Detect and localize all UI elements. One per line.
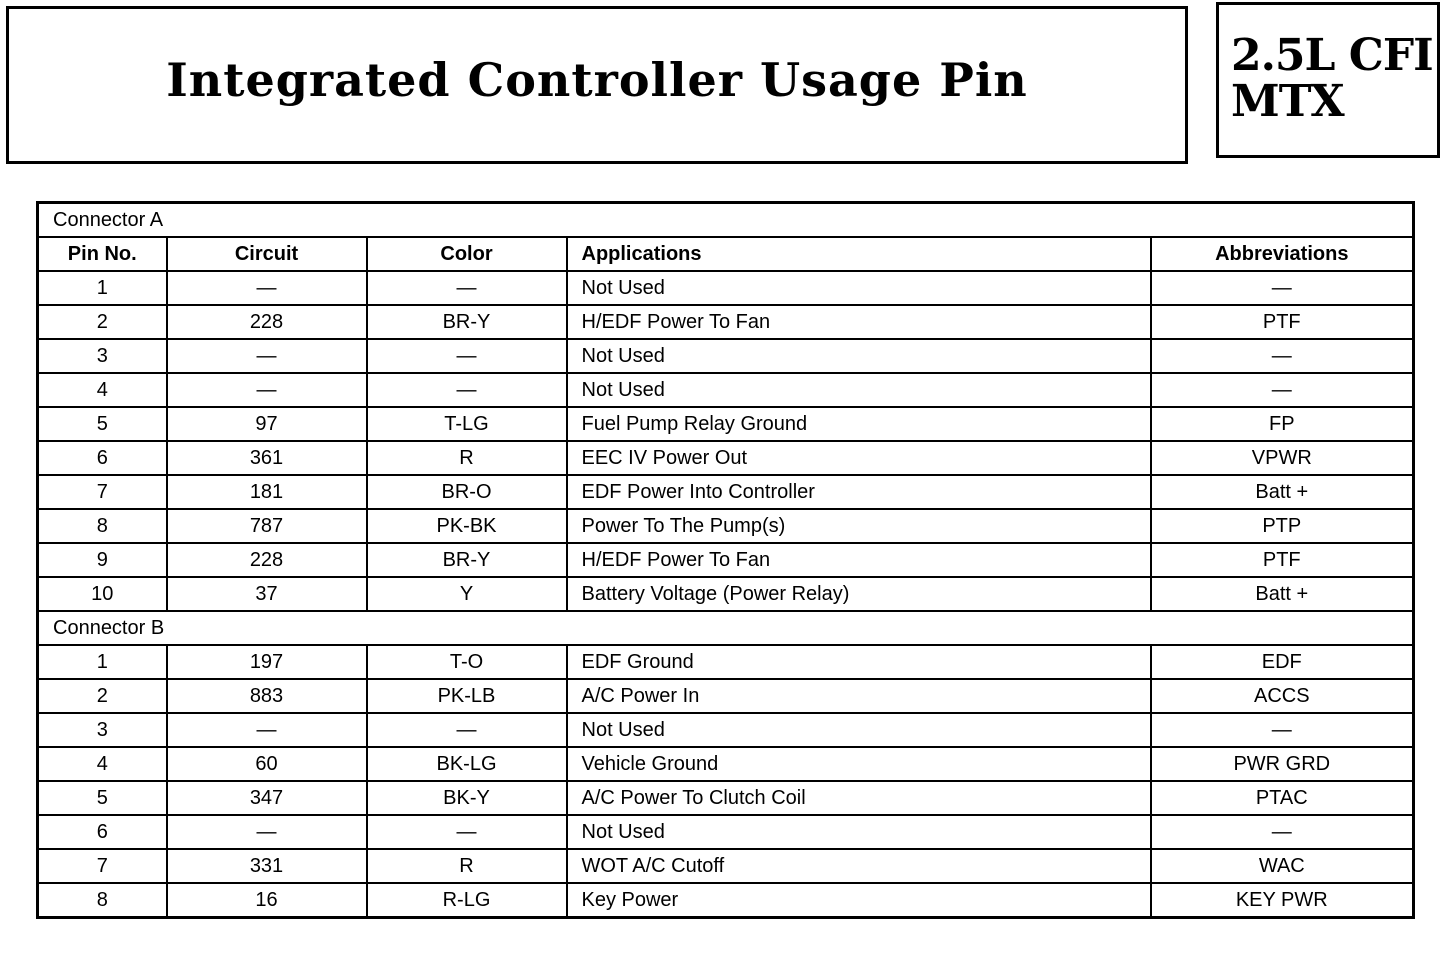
- table-row: [38, 271, 1414, 305]
- pin-cell: 3: [38, 713, 167, 747]
- abbreviation-cell: FP: [1151, 407, 1414, 441]
- circuit-cell: 60: [167, 747, 367, 781]
- table-row: [38, 747, 1414, 781]
- pin-cell: 6: [38, 441, 167, 475]
- pin-cell: 8: [38, 509, 167, 543]
- circuit-cell: 197: [167, 645, 367, 679]
- abbreviation-cell: —: [1151, 815, 1414, 849]
- table-row: [38, 543, 1414, 577]
- pin-cell: 5: [38, 407, 167, 441]
- pin-column-header: Pin No.: [38, 237, 167, 271]
- color-cell: PK-BK: [367, 509, 567, 543]
- abbreviation-cell: PTF: [1151, 543, 1414, 577]
- circuit-cell: —: [167, 339, 367, 373]
- circuit-cell: 228: [167, 305, 367, 339]
- connector-b-label: Connector B: [38, 611, 1414, 645]
- color-cell: Y: [367, 577, 567, 611]
- circuit-cell: 37: [167, 577, 367, 611]
- table-row: [38, 713, 1414, 747]
- application-cell: Fuel Pump Relay Ground: [567, 407, 1151, 441]
- pin-cell: 9: [38, 543, 167, 577]
- application-cell: A/C Power In: [567, 679, 1151, 713]
- pin-cell: 3: [38, 339, 167, 373]
- table-row: [38, 509, 1414, 543]
- table-row: [38, 679, 1414, 713]
- application-cell: Battery Voltage (Power Relay): [567, 577, 1151, 611]
- abbreviation-cell: PTP: [1151, 509, 1414, 543]
- color-cell: BK-LG: [367, 747, 567, 781]
- circuit-cell: 883: [167, 679, 367, 713]
- circuit-cell: 181: [167, 475, 367, 509]
- table-row: [38, 407, 1414, 441]
- table-row: [38, 883, 1414, 918]
- circuit-cell: —: [167, 373, 367, 407]
- connector-b-header: [38, 611, 1414, 645]
- pin-usage-table: [36, 201, 1415, 919]
- pin-cell: 5: [38, 781, 167, 815]
- application-cell: A/C Power To Clutch Coil: [567, 781, 1151, 815]
- abbreviation-cell: WAC: [1151, 849, 1414, 883]
- circuit-cell: 228: [167, 543, 367, 577]
- application-cell: Not Used: [567, 815, 1151, 849]
- application-cell: Not Used: [567, 713, 1151, 747]
- pin-cell: 1: [38, 271, 167, 305]
- circuit-cell: 331: [167, 849, 367, 883]
- circuit-column-header: Circuit: [167, 237, 367, 271]
- color-cell: —: [367, 815, 567, 849]
- color-cell: —: [367, 373, 567, 407]
- page-title: Integrated Controller Usage Pin: [166, 53, 1028, 107]
- abbreviation-cell: PTF: [1151, 305, 1414, 339]
- pin-cell: 2: [38, 679, 167, 713]
- table-row: [38, 339, 1414, 373]
- application-cell: Key Power: [567, 883, 1151, 918]
- column-header-row: [38, 237, 1414, 271]
- application-cell: WOT A/C Cutoff: [567, 849, 1151, 883]
- color-cell: R: [367, 849, 567, 883]
- circuit-cell: 16: [167, 883, 367, 918]
- pin-cell: 7: [38, 475, 167, 509]
- abbreviation-cell: EDF: [1151, 645, 1414, 679]
- pin-cell: 4: [38, 373, 167, 407]
- abbreviation-cell: —: [1151, 373, 1414, 407]
- circuit-cell: —: [167, 713, 367, 747]
- abbreviation-cell: ACCS: [1151, 679, 1414, 713]
- abbreviation-cell: KEY PWR: [1151, 883, 1414, 918]
- pin-cell: 2: [38, 305, 167, 339]
- color-cell: —: [367, 271, 567, 305]
- color-cell: BR-Y: [367, 305, 567, 339]
- application-cell: Vehicle Ground: [567, 747, 1151, 781]
- color-cell: —: [367, 339, 567, 373]
- abbreviation-cell: PTAC: [1151, 781, 1414, 815]
- color-cell: T-O: [367, 645, 567, 679]
- abbreviation-cell: PWR GRD: [1151, 747, 1414, 781]
- table-row: [38, 577, 1414, 611]
- pin-cell: 6: [38, 815, 167, 849]
- color-cell: R-LG: [367, 883, 567, 918]
- color-column-header: Color: [367, 237, 567, 271]
- circuit-cell: 97: [167, 407, 367, 441]
- connector-a-label: Connector A: [38, 203, 1414, 238]
- circuit-cell: 347: [167, 781, 367, 815]
- application-cell: Not Used: [567, 271, 1151, 305]
- table-row: [38, 815, 1414, 849]
- abbreviations-column-header: Abbreviations: [1151, 237, 1414, 271]
- color-cell: T-LG: [367, 407, 567, 441]
- abbreviation-cell: Batt +: [1151, 577, 1414, 611]
- table-row: [38, 645, 1414, 679]
- color-cell: —: [367, 713, 567, 747]
- circuit-cell: —: [167, 815, 367, 849]
- color-cell: PK-LB: [367, 679, 567, 713]
- applications-column-header: Applications: [567, 237, 1151, 271]
- application-cell: H/EDF Power To Fan: [567, 543, 1151, 577]
- color-cell: R: [367, 441, 567, 475]
- table-row: [38, 441, 1414, 475]
- transmission-label: MTX: [1231, 76, 1344, 127]
- pin-cell: 4: [38, 747, 167, 781]
- application-cell: Power To The Pump(s): [567, 509, 1151, 543]
- application-cell: EEC IV Power Out: [567, 441, 1151, 475]
- pin-cell: 10: [38, 577, 167, 611]
- circuit-cell: 361: [167, 441, 367, 475]
- table-row: [38, 305, 1414, 339]
- application-cell: EDF Power Into Controller: [567, 475, 1151, 509]
- abbreviation-cell: —: [1151, 271, 1414, 305]
- abbreviation-cell: VPWR: [1151, 441, 1414, 475]
- title-box: [6, 6, 1188, 164]
- table-row: [38, 475, 1414, 509]
- table-body: [38, 203, 1414, 918]
- application-cell: Not Used: [567, 339, 1151, 373]
- color-cell: BR-Y: [367, 543, 567, 577]
- engine-label: 2.5L CFI: [1231, 30, 1433, 81]
- table-row: [38, 781, 1414, 815]
- table-row: [38, 849, 1414, 883]
- application-cell: Not Used: [567, 373, 1151, 407]
- engine-box: [1216, 2, 1440, 158]
- abbreviation-cell: —: [1151, 339, 1414, 373]
- abbreviation-cell: —: [1151, 713, 1414, 747]
- circuit-cell: —: [167, 271, 367, 305]
- color-cell: BR-O: [367, 475, 567, 509]
- table-row: [38, 373, 1414, 407]
- pin-cell: 8: [38, 883, 167, 918]
- application-cell: H/EDF Power To Fan: [567, 305, 1151, 339]
- pin-cell: 1: [38, 645, 167, 679]
- abbreviation-cell: Batt +: [1151, 475, 1414, 509]
- connector-a-header: [38, 203, 1414, 238]
- color-cell: BK-Y: [367, 781, 567, 815]
- pin-cell: 7: [38, 849, 167, 883]
- application-cell: EDF Ground: [567, 645, 1151, 679]
- circuit-cell: 787: [167, 509, 367, 543]
